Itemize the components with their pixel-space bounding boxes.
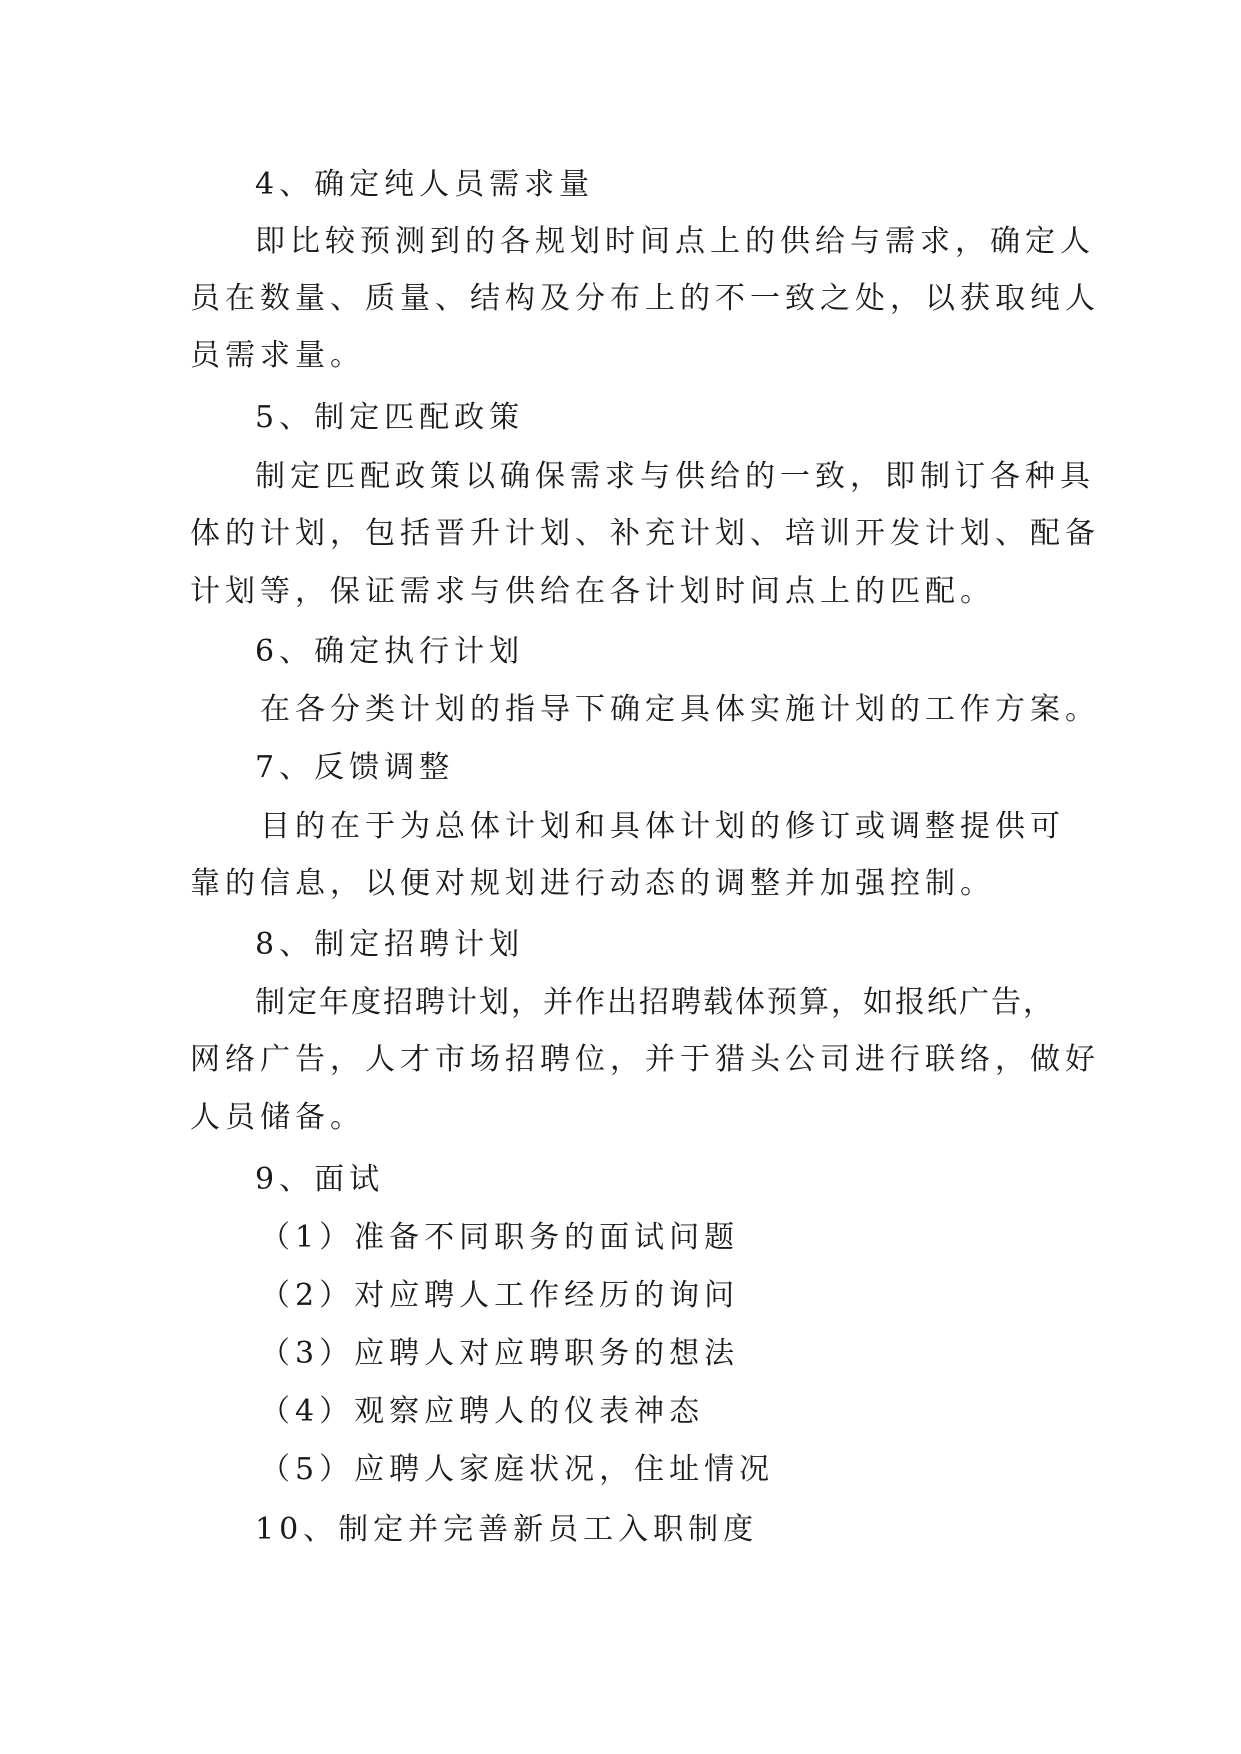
list-item: （5）应聘人家庭状况，住址情况: [260, 1452, 775, 1487]
paragraph-line: 制定年度招聘计划，并作出招聘载体预算，如报纸广告，: [255, 985, 1055, 1020]
paragraph-line: 在各分类计划的指导下确定具体实施计划的工作方案。: [260, 692, 1100, 727]
paragraph-line: 目的在于为总体计划和具体计划的修订或调整提供可: [260, 809, 1065, 844]
heading-7: 7、反馈调整: [255, 750, 455, 785]
heading-10: 10、制定并完善新员工入职制度: [255, 1512, 759, 1547]
list-item: （1）准备不同职务的面试问题: [260, 1220, 740, 1255]
heading-5: 5、制定匹配政策: [255, 400, 525, 435]
paragraph-line: 计划等，保证需求与供给在各计划时间点上的匹配。: [190, 574, 995, 609]
list-item: （2）对应聘人工作经历的询问: [260, 1278, 740, 1313]
paragraph-line: 网络广告，人才市场招聘位，并于猎头公司进行联络，做好: [190, 1042, 1100, 1077]
heading-8: 8、制定招聘计划: [255, 927, 525, 962]
paragraph-line: 靠的信息，以便对规划进行动态的调整并加强控制。: [190, 866, 995, 901]
heading-4: 4、确定纯人员需求量: [255, 167, 595, 202]
paragraph-line: 人员储备。: [190, 1100, 365, 1135]
heading-6: 6、确定执行计划: [255, 634, 525, 669]
list-item: （3）应聘人对应聘职务的想法: [260, 1336, 740, 1371]
paragraph-line: 员需求量。: [190, 338, 365, 373]
list-item: （4）观察应聘人的仪表神态: [260, 1394, 705, 1429]
paragraph-line: 体的计划，包括晋升计划、补充计划、培训开发计划、配备: [190, 516, 1100, 551]
paragraph-line: 即比较预测到的各规划时间点上的供给与需求，确定人: [255, 224, 1095, 259]
paragraph-line: 员在数量、质量、结构及分布上的不一致之处，以获取纯人: [190, 281, 1100, 316]
heading-9: 9、面试: [255, 1162, 385, 1197]
paragraph-line: 制定匹配政策以确保需求与供给的一致，即制订各种具: [255, 459, 1095, 494]
